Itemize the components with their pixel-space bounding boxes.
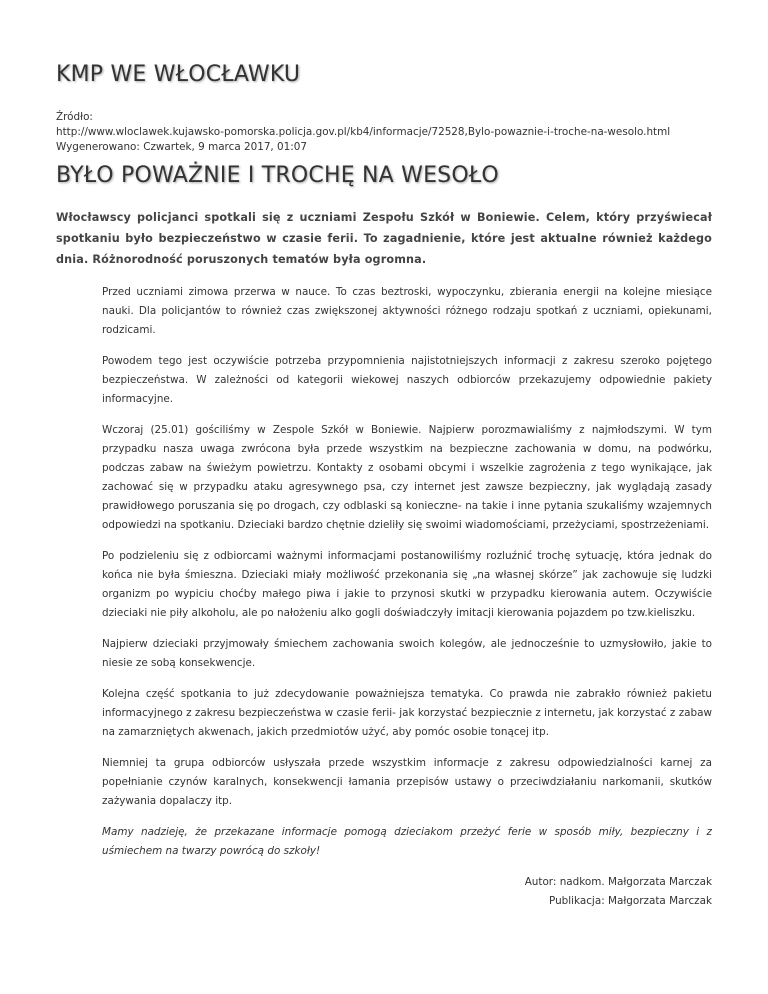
article-signature: [102, 873, 712, 911]
site-title: KMP WE WŁOCŁAWKU: [56, 62, 301, 87]
article-body: [102, 283, 712, 911]
article-paragraph: Wczoraj (25.01) gościliśmy w Zespole Szkół w Boniewie. Najpierw porozmawialiśmy z najmłodszymi. W tym przypadku nasza uwaga zwrócona była przede wszystkim na bezpieczne zachowania w domu, na podwórku, podczas zabaw na świeżym powietrzu. Kontakty z osobami obcymi i wszelkie zagrożenia z tego wynikające, jak zachować się w przypadku ataku agresywnego psa, czy internet jest zawsze bezpieczny, jak wyglądają zasady prawidłowego poruszania się po drogach, czy odblaski są konieczne- na takie i inne pytania szukaliśmy wzajemnych odpowiedzi na spotkaniu. Dzieciaki bardzo chętnie dzieliły się swoimi wiadomościami, przeżyciami, spostrzeżeniami.: [102, 424, 712, 531]
article-paragraph: Kolejna część spotkania to już zdecydowanie poważniejsza tematyka. Co prawda nie zabrakło również pakietu informacyjnego z zakresu bezpieczeństwa w czasie ferii- jak korzystać bezpiecznie z internetu, jak korzystać z zabaw na zamarzniętych akwenach, jakich przedmiotów użyć, aby pomóc osobie tonącej itp.: [102, 688, 712, 738]
article-paragraph: Niemniej ta grupa odbiorców usłyszała przede wszystkim informacje z zakresu odpowiedzialności karnej za popełnianie czynów karalnych, konsekwencji łamania przepisów ustawy o przeciwdziałaniu narkomanii, skutków zażywania dopalaczy itp.: [102, 757, 712, 807]
author-line: Autor: nadkom. Małgorzata Marczak: [524, 876, 712, 888]
document-meta: [56, 110, 670, 155]
article-paragraph: Najpierw dzieciaki przyjmowały śmiechem zachowania swoich kolegów, ale jednocześnie to uzmysłowiło, jakie to niesie ze sobą konsekwencje.: [102, 638, 712, 669]
source-label: Źródło:: [56, 111, 93, 123]
article-paragraph: Po podzieleniu się z odbiorcami ważnymi informacjami postanowiliśmy rozluźnić trochę sytuację, która jednak do końca nie była śmieszna. Dzieciaki miały możliwość przekonania się „na własnej skórze” jak zachowuje się ludzki organizm po wypiciu choćby małego piwa i jakie to przynosi skutki w przypadku kierowania autem. Oczywiście dzieciaki nie piły alkoholu, ale po nałożeniu alko gogli doświadczyły imitacji kierowania pojazdem po tzw.kieliszku.: [102, 550, 712, 619]
article-title: BYŁO POWAŻNIE I TROCHĘ NA WESOŁO: [56, 163, 499, 188]
generated-date: Wygenerowano: Czwartek, 9 marca 2017, 01:07: [56, 141, 307, 153]
article-paragraph: Powodem tego jest oczywiście potrzeba przypomnienia najistotniejszych informacji z zakresu szeroko pojętego bezpieczeństwa. W zależności od kategorii wiekowej naszych odbiorców przekazujemy odpowiednie pakiety informacyjne.: [102, 355, 712, 405]
article-closing: Mamy nadzieję, że przekazane informacje pomogą dzieciakom przeżyć ferie w sposób miły, bezpieczny i z uśmiechem na twarzy powrócą do szkoły!: [102, 826, 712, 857]
article-paragraph: Przed uczniami zimowa przerwa w nauce. To czas beztroski, wypoczynku, zbierania energii na kolejne miesiące nauki. Dla policjantów to również czas zwiększonej aktywności różnego rodzaju spotkań z uczniami, opiekunami, rodzicami.: [102, 286, 712, 336]
article-lead: Włocławscy policjanci spotkali się z uczniami Zespołu Szkół w Boniewie. Celem, który przyświecał spotkaniu było bezpieczeństwo w czasie ferii. To zagadnienie, które jest aktualne również każdego dnia. Różnorodność poruszonych tematów była ogromna.: [56, 211, 712, 266]
source-url: http://www.wloclawek.kujawsko-pomorska.policja.gov.pl/kb4/informacje/72528,Bylo-powaznie-i-troche-na-wesolo.html: [56, 126, 671, 138]
publication-line: Publikacja: Małgorzata Marczak: [548, 895, 712, 907]
